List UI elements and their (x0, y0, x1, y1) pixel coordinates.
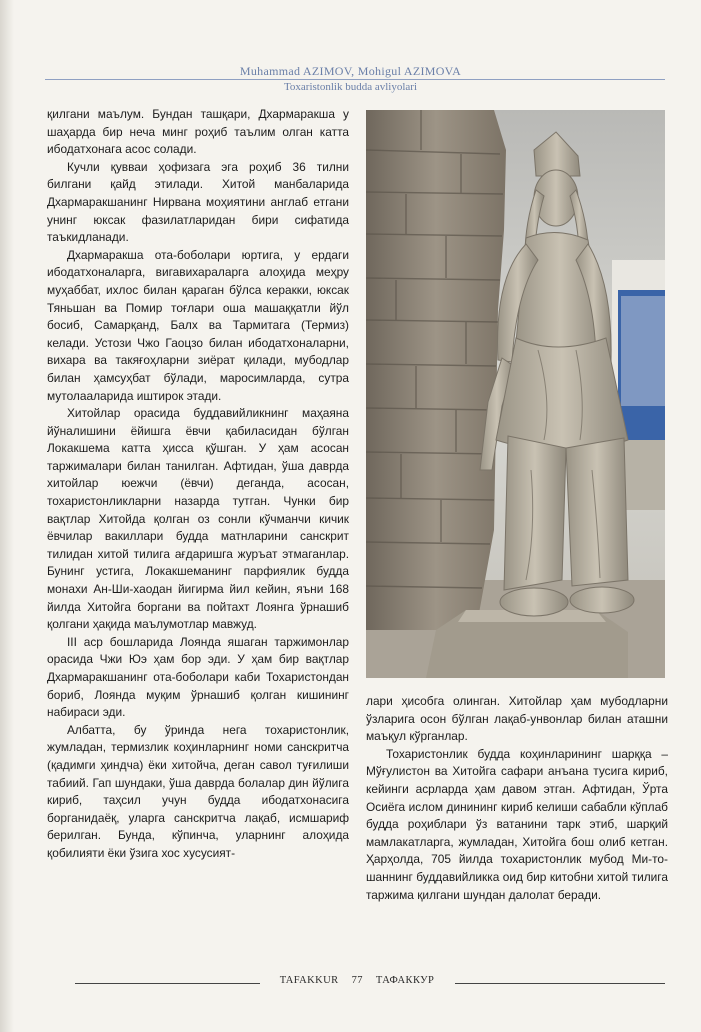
statue-photo (366, 110, 665, 678)
footer-journal-cyrillic: ТАФАККУР (375, 975, 435, 986)
running-header (0, 64, 701, 94)
header-authors: Muhammad AZIMOV, Mohigul AZIMOVA (239, 64, 462, 78)
paragraph: лари ҳисобга олинган. Хитойлар ҳам мубодларни ўзларига осон бўлган лақаб-унвонлар билан аташни маъқул кўрганлар. (366, 694, 668, 744)
paragraph: қилгани маълум. Бундан ташқари, Дхармаракша у шаҳарда бир неча минг роҳиб таълим олган катта ибодатхонага асос солади. (47, 107, 349, 157)
header-subtitle: Toxaristonlik budda avliyolari (283, 81, 418, 93)
footer-rule-right (455, 983, 665, 984)
paragraph: Дхармаракша ота-боболари юртига, у ердаги ибодатхоналарга, вигавихараларга алоҳида меҳру муҳаббат, ихлос билан қараган бўлса керакки, юксак Тяньшан ва Помир тоғлари оша машаққатли йўл босиб, Самарқанд, Балх ва Тармитага (Термиз) келади. Устози Чжо Гаоцзо билан ибодатхоналарни, вихара ва такяғоҳларни зиёрат қилади, мубодлар билан ҳамсуҳбат бўлади, маросимларда, сутра мутолааларида иштирок этади. (47, 247, 349, 403)
header-rule (45, 79, 665, 80)
paragraph: Хитойлар орасида буддавийликнинг маҳаяна йўналишини ёйишга ёвчи қабиласидан бўлган Локакшема катта ҳисса қўшган. У ҳам асосан таржималари билан танилган. Афтидан, ўша даврда хитойлар юежчи (ёвчи) деганда, асосан, тохаристонликларни назарда тутган. Чунки бир вақтлар Хитойда қолган оз сонли кўчманчи кичик ёвчилар вакиллари будда матнларини санскрит тилидан хитой тилига ағдаришга журъат этмаганлар. Бунинг устига, Локакшеманинг парфиялик будда монахи Ан-Ши-хаодан йигирма йил кейин, яъни 168 йилда Хитойга боргани ва пойтахт Лоянга ўрнашиб қолгани ҳақида маълумотлар мавжуд. (47, 406, 349, 632)
left-text-column (47, 106, 349, 863)
paragraph: III аср бошларида Лоянда яшаган таржимонлар орасида Чжи Юэ ҳам бор эди. У ҳам бир вақтлар Дхармаракшанинг ота-боболари каби Тохаристондан бориб, Лоянда муқим ўрнашиб қолган кишининг набираси эди. (47, 634, 349, 720)
right-text-column (366, 693, 668, 904)
footer-journal-latin: TAFAKKUR (279, 975, 339, 986)
page-footer (0, 975, 701, 991)
page-binding-shadow (0, 0, 14, 1032)
footer-rule-left (75, 983, 260, 984)
paragraph: Тохаристонлик будда коҳинларининг шарққа – Мўғулистон ва Хитойга сафари анъана тусига кириб, кейинги асрларда ҳам давом этган. Афтидан, Ўрта Осиёга ислом динининг кириб келиши сабабли кўплаб будда роҳиблари ўз ватанини тарк этиб, шарқий мамлакатларга, жумладан, Хитойга бош олиб кетган. Ҳарҳолда, 705 йилда тохаристонлик мубод Ми-то-шаннинг буддавийликка оид бир китобни хитой тилига таржима қилгани шундан далолат беради. (366, 746, 668, 902)
paragraph: Албатта, бу ўринда нега тохаристонлик, жумладан, термизлик коҳинларнинг номи санскритча (қадимги ҳиндча) ёки хитойча, деган савол туғилиши табиий. Гап шундаки, ўша даврда болалар дин йўлига кириб, таҳсил учун будда ибодатхонасига борганидаёқ, уларга санскритча лақаб, исмшариф берилган. Бунда, кўпинча, уларнинг алоҳида қобилияти ёки ўзига хос хусусият- (47, 722, 349, 860)
paragraph: Кучли қувваи ҳофизага эга роҳиб 36 тилни билгани қайд этилади. Хитой манбаларида Дхармаракшанинг Нирвана моҳиятини англаб етгани унинг юксак фазилатларидан бири сифатида таъкидланади. (47, 159, 349, 245)
page-number: 77 (351, 975, 363, 986)
footer-center (262, 975, 452, 986)
